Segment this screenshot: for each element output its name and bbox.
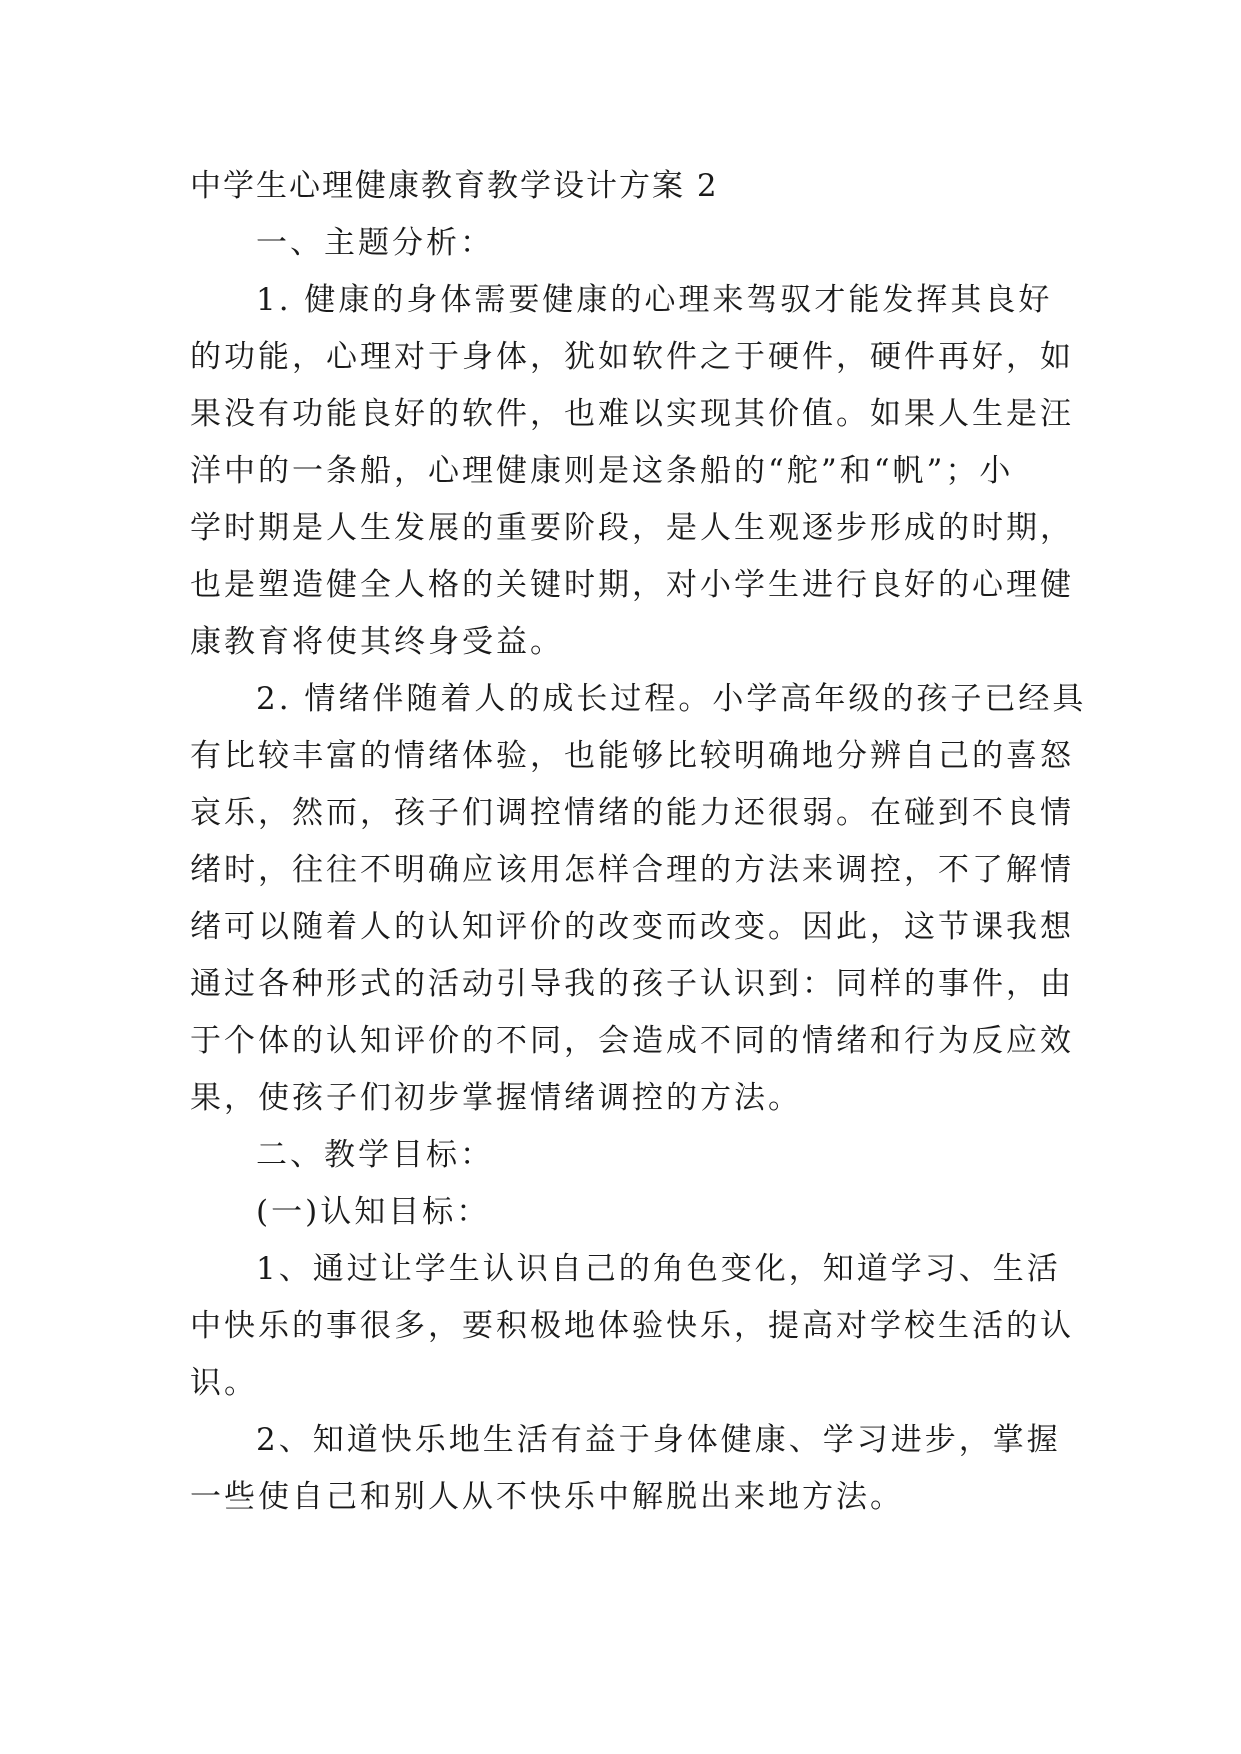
text-line: 学时期是人生发展的重要阶段，是人生观逐步形成的时期，	[190, 510, 1074, 546]
document-title: 中学生心理健康教育教学设计方案 2	[190, 168, 719, 204]
document-body	[190, 215, 1087, 1526]
text-line: 于个体的认知评价的不同，会造成不同的情绪和行为反应效	[190, 1023, 1074, 1059]
text-line: (一)认知目标：	[256, 1194, 491, 1230]
text-line: 洋中的一条船，心理健康则是这条船的“舵”和“帆”；小	[190, 453, 1014, 489]
text-line: 通过各种形式的活动引导我的孩子认识到：同样的事件，由	[190, 966, 1074, 1002]
text-line: 一些使自己和别人从不快乐中解脱出来地方法。	[190, 1479, 904, 1515]
text-line: 果，使孩子们初步掌握情绪调控的方法。	[190, 1080, 802, 1116]
text-line: 哀乐，然而，孩子们调控情绪的能力还很弱。在碰到不良情	[190, 795, 1074, 831]
text-line: 的功能，心理对于身体，犹如软件之于硬件，硬件再好，如	[190, 339, 1074, 375]
text-line: 也是塑造健全人格的关键时期，对小学生进行良好的心理健	[190, 567, 1074, 603]
text-line: 二、教学目标：	[256, 1137, 494, 1173]
text-line: 识。	[190, 1365, 258, 1401]
text-line: 绪时，往往不明确应该用怎样合理的方法来调控，不了解情	[190, 852, 1074, 888]
document-page	[190, 158, 1087, 1526]
text-line: 中快乐的事很多，要积极地体验快乐，提高对学校生活的认	[190, 1308, 1074, 1344]
text-line: 康教育将使其终身受益。	[190, 624, 564, 660]
text-line: 2. 情绪伴随着人的成长过程。小学高年级的孩子已经具	[256, 681, 1087, 717]
text-line: 一、主题分析：	[256, 225, 494, 261]
text-line: 有比较丰富的情绪体验，也能够比较明确地分辨自己的喜怒	[190, 738, 1074, 774]
text-line: 果没有功能良好的软件，也难以实现其价值。如果人生是汪	[190, 396, 1074, 432]
text-line: 1、通过让学生认识自己的角色变化，知道学习、生活	[256, 1251, 1061, 1287]
text-line: 绪可以随着人的认知评价的改变而改变。因此，这节课我想	[190, 909, 1074, 945]
text-line: 1. 健康的身体需要健康的心理来驾驭才能发挥其良好	[256, 282, 1053, 318]
text-line: 2、知道快乐地生活有益于身体健康、学习进步，掌握	[256, 1422, 1061, 1458]
